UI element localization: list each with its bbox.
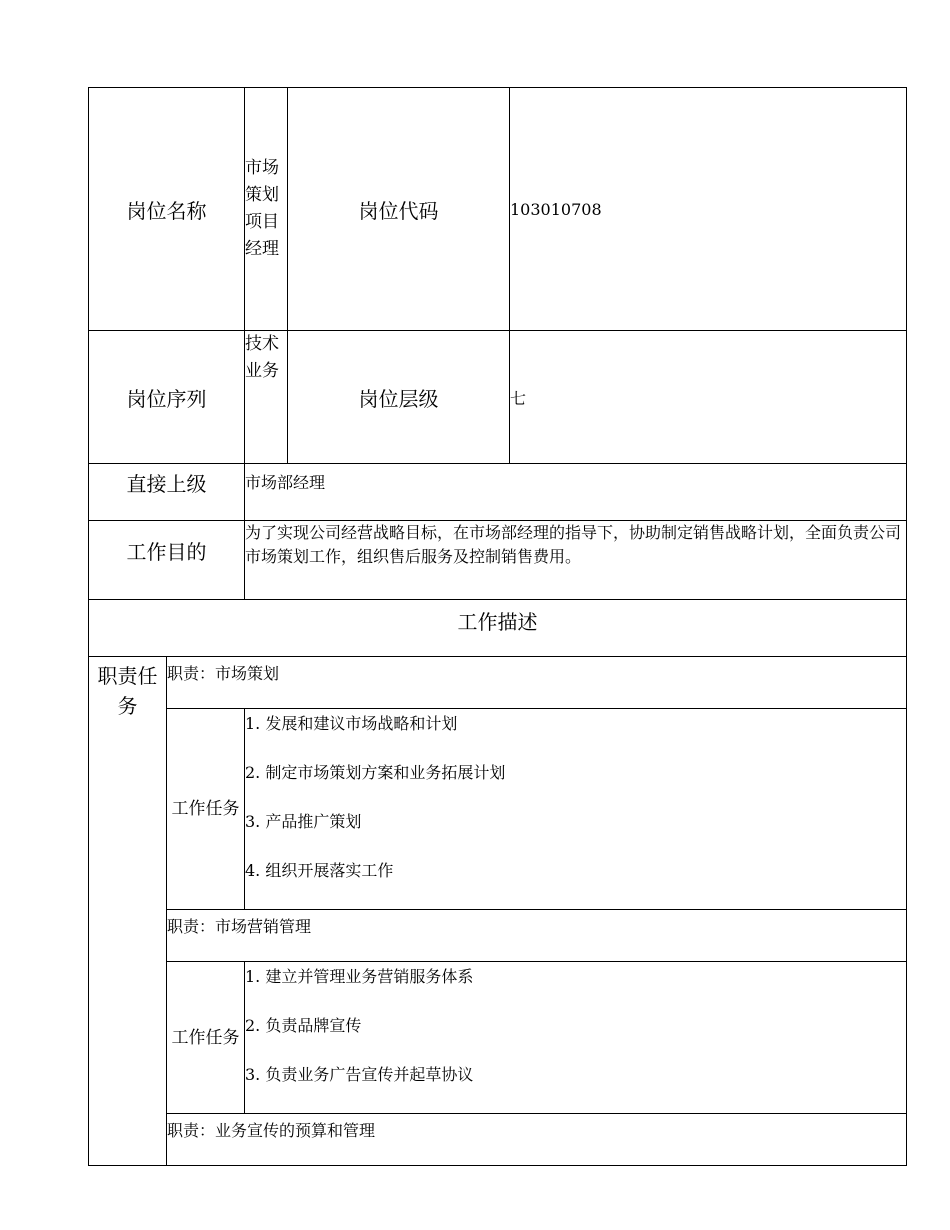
duty-2-task-list [245,962,907,1114]
purpose-value: 为了实现公司经营战略目标，在市场部经理的指导下，协助制定销售战略计划，全面负责公司市场策划工作，组织售后服务及控制销售费用。 [245,521,907,600]
job-sequence-value: 技术业务 [245,331,288,464]
duty-1-task-label: 工作任务 [167,709,245,910]
label-purpose: 工作目的 [89,521,245,600]
task-item: 1. 建立并管理业务营销服务体系 [245,967,474,986]
duty-2-tasks-row [89,962,907,1114]
label-job-name: 岗位名称 [89,88,245,331]
row-job-sequence [89,331,907,464]
task-item: 2. 制定市场策划方案和业务拓展计划 [245,763,506,782]
duty-1-title: 职责：市场策划 [167,657,907,709]
row-job-name [89,88,907,331]
superior-value: 市场部经理 [245,464,907,521]
row-superior [89,464,907,521]
duty-1-row [89,657,907,709]
task-item: 3. 产品推广策划 [245,812,362,831]
job-name-value: 市场策划项目经理 [245,88,288,331]
job-code-value: 103010708 [510,88,907,331]
job-description-form [88,87,906,1166]
duty-3-title: 职责：业务宣传的预算和管理 [167,1114,907,1166]
job-description-table [88,87,907,1166]
label-job-sequence: 岗位序列 [89,331,245,464]
duties-label: 职责任务 [89,657,167,1166]
label-job-code: 岗位代码 [288,88,510,331]
description-title: 工作描述 [89,600,907,657]
job-level-value: 七 [510,331,907,464]
duty-1-tasks-row [89,709,907,910]
task-item: 1. 发展和建议市场战略和计划 [245,714,458,733]
row-description-title [89,600,907,657]
duty-1-task-list [245,709,907,910]
duty-2-task-label: 工作任务 [167,962,245,1114]
label-job-level: 岗位层级 [288,331,510,464]
duty-2-title: 职责：市场营销管理 [167,910,907,962]
task-item: 3. 负责业务广告宣传并起草协议 [245,1065,474,1084]
label-superior: 直接上级 [89,464,245,521]
duty-2-row [89,910,907,962]
task-item: 4. 组织开展落实工作 [245,861,394,880]
row-purpose [89,521,907,600]
task-item: 2. 负责品牌宣传 [245,1016,362,1035]
duty-3-row [89,1114,907,1166]
